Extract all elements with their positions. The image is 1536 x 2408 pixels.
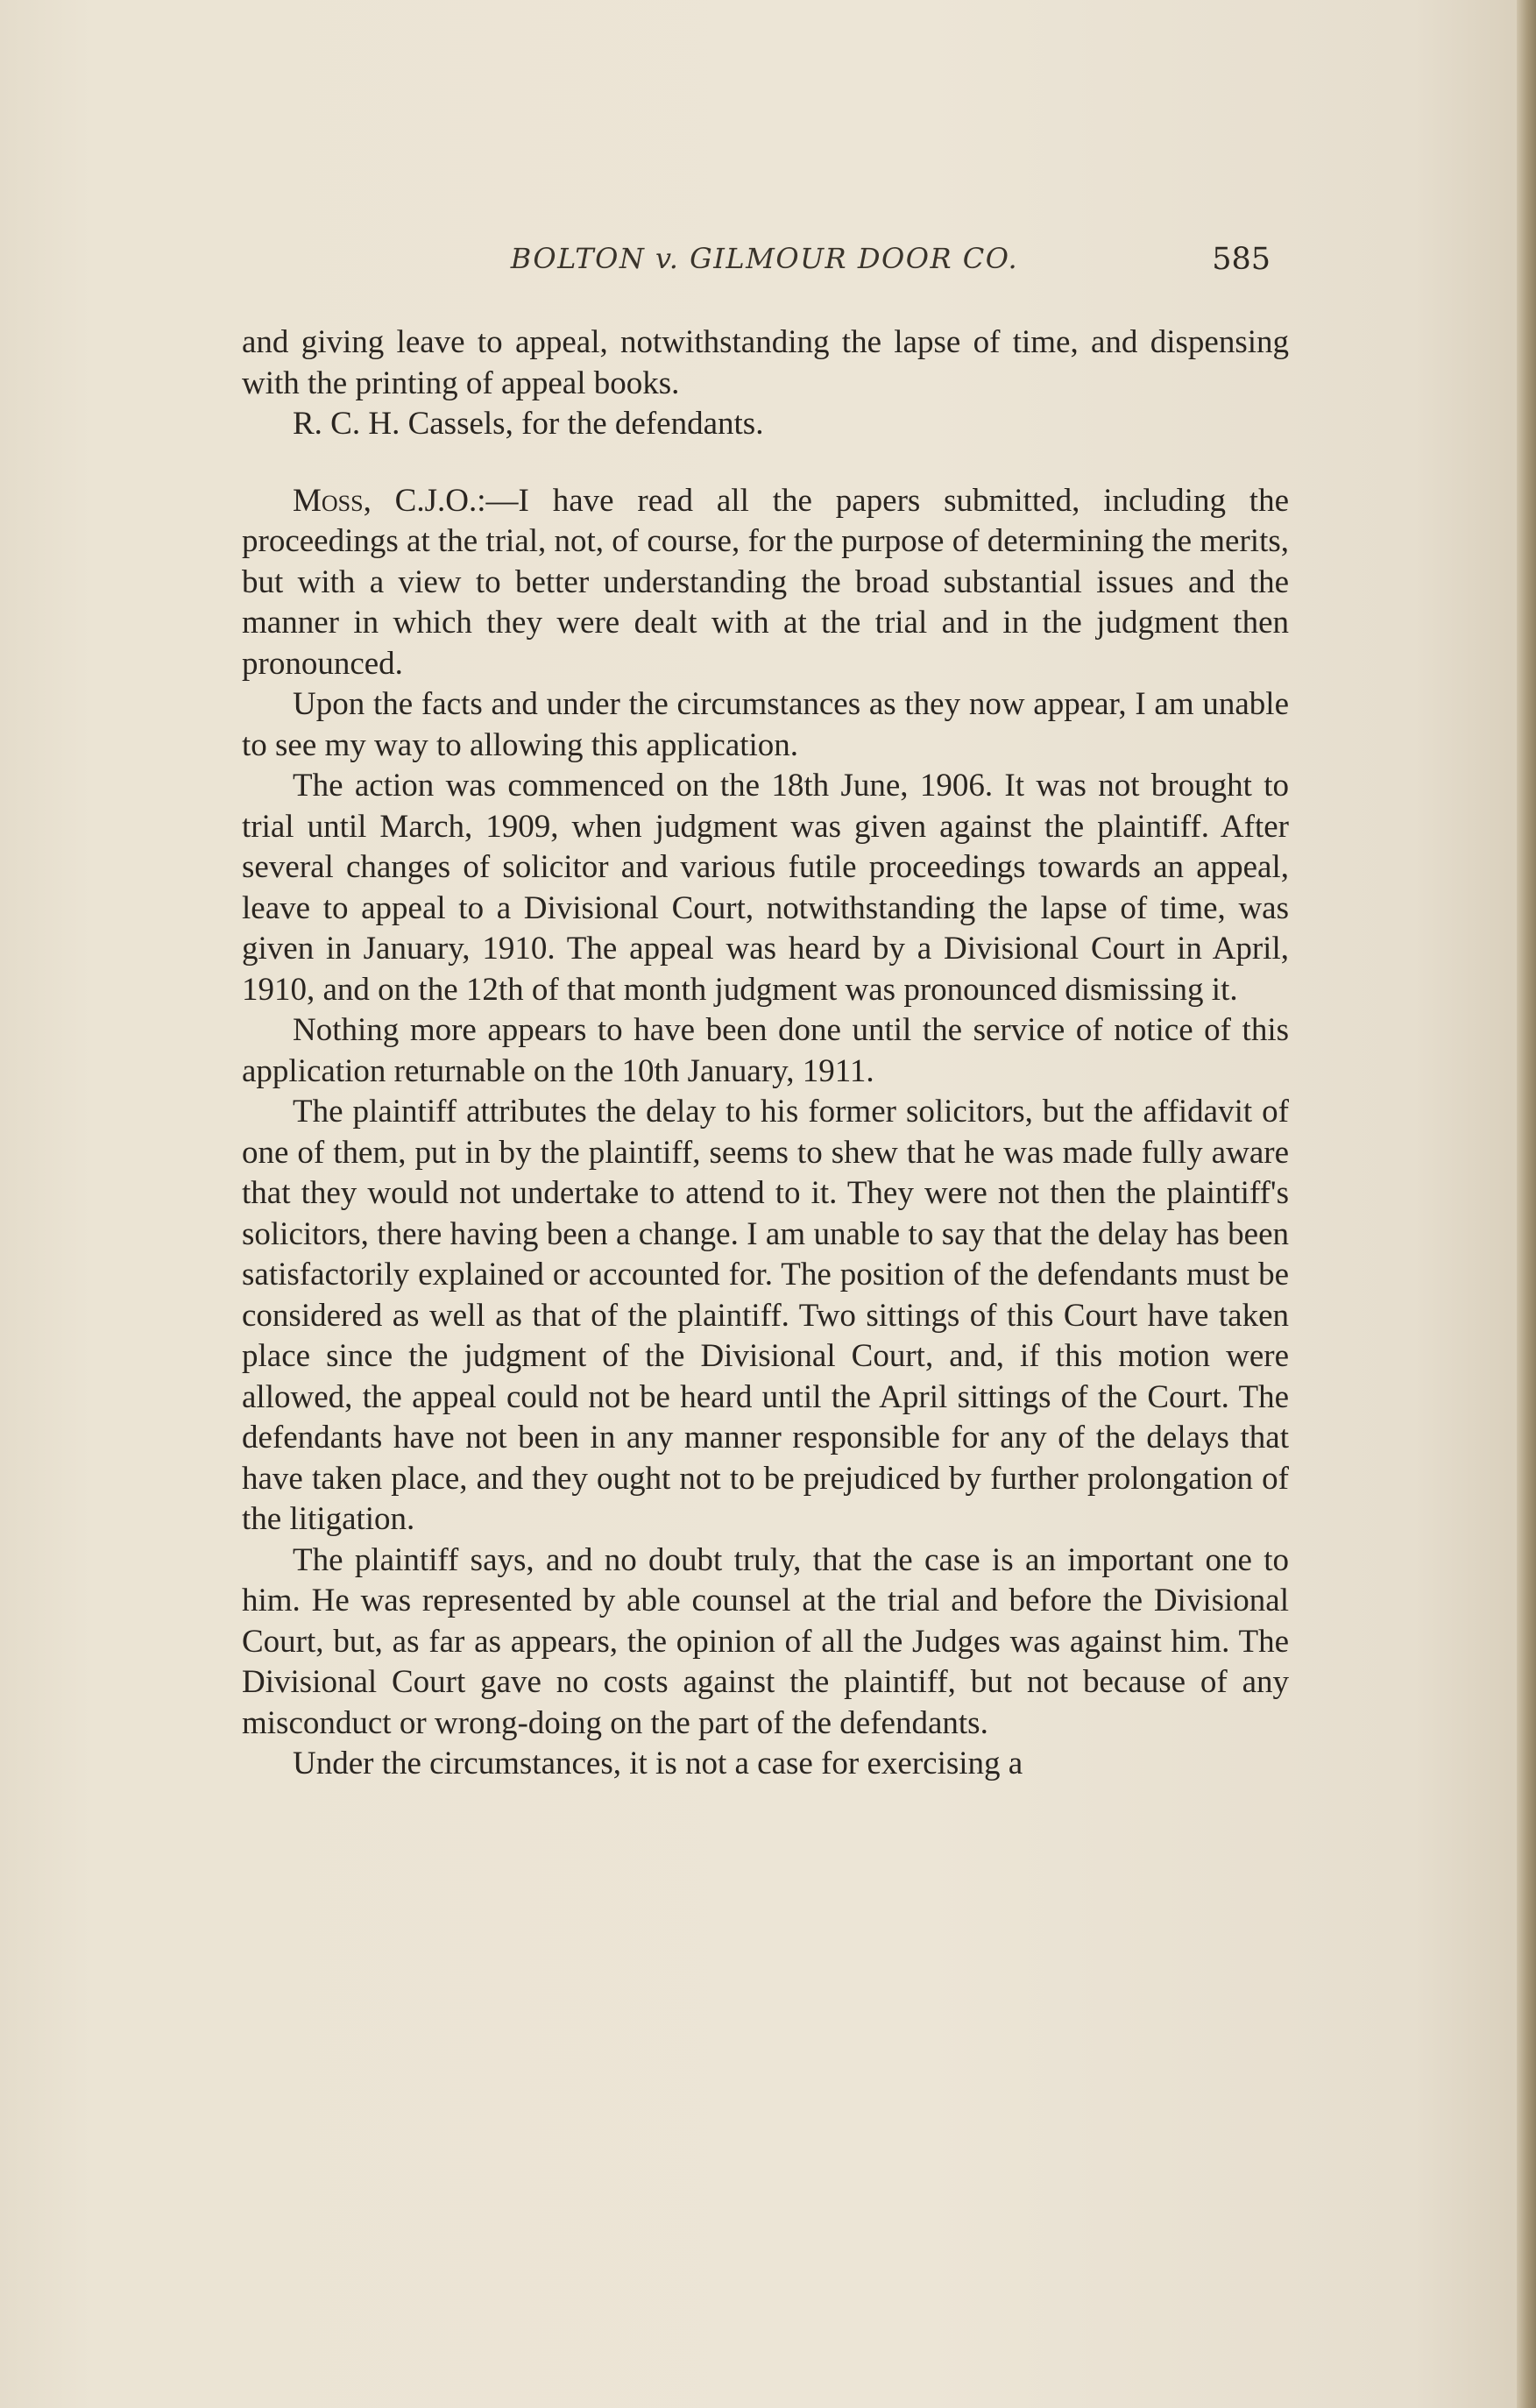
paragraph-facts: Upon the facts and under the circumstances as they now appear, I am unable to see my way to allowing this application. [242,686,1289,763]
paragraph-delay: The plaintiff attributes the delay to his former solicitors, but the affidavit of one of them, put in by the plaintiff, seems to shew that he was made fully aware that they would not undertake to attend to it. They were not then the plaintiff's solicitors, there having been a change. I am unable to say that the delay has been satisfactorily explained or accounted for. The position of the defendants must be considered as well as that of the plaintiff. Two sittings of this Court have taken place since the judgment of the Divisional Court, and, if this motion were allowed, the appeal could not be heard until the April sittings of the Court. The defendants have not been in any manner responsible for any of the delays that have taken place, and they ought not to be prejudiced by further prolongation of the litigation. [242,1094,1289,1537]
paragraph-judgment-opener [242,481,1289,685]
paragraph-notice: Nothing more appears to have been done until the service of notice of this application returnable on the 10th January, 1911. [242,1012,1289,1089]
running-title: BOLTON v. GILMOUR DOOR CO. [510,242,1019,275]
paragraph-counsel: R. C. H. Cassels, for the defendants. [293,406,764,442]
paragraph-important: The plaintiff says, and no doubt truly, that the case is an important one to him. He was represented by able counsel at the trial and before the Divisional Court, but, as far as appears, the opinion of all the Judges was against him. The Divisional Court gave no costs against the plaintiff, but not because of any misconduct or wrong-doing on the part of the defendants. [242,1541,1289,1741]
page-number: 585 [1212,242,1271,277]
page-edge [1517,0,1536,2408]
page-header [241,242,1288,286]
paragraph-final: Under the circumstances, it is not a case for exercising a [293,1746,1023,1781]
paragraph-history: The action was commenced on the 18th June, 1906. It was not brought to trial until March, 1909, when judgment was given against the plaintiff. After several changes of solicitor and various futile proceedings towards an appeal, leave to appeal to a Divisional Court, notwithstanding the lapse of time, was given in January, 1910. The appeal was heard by a Divisional Court in April, 1910, and on the 12th of that month judgment was pronounced dismissing it. [242,768,1289,1008]
judgment-opener-text: :—I have read all the papers submitted, including the proceedings at the trial, not, of course, for the purpose of determining the merits, but with a view to better understanding the broad substantial issues and the manner in which they were dealt with at the trial and in the judgment then pronounced. [242,482,1290,682]
judge-name: Moss, C.J.O. [293,482,478,519]
paragraph-continuation: and giving leave to appeal, notwithstanding the lapse of time, and dispensing with the printing of appeal books. [242,324,1289,401]
body-text [242,322,1289,1785]
